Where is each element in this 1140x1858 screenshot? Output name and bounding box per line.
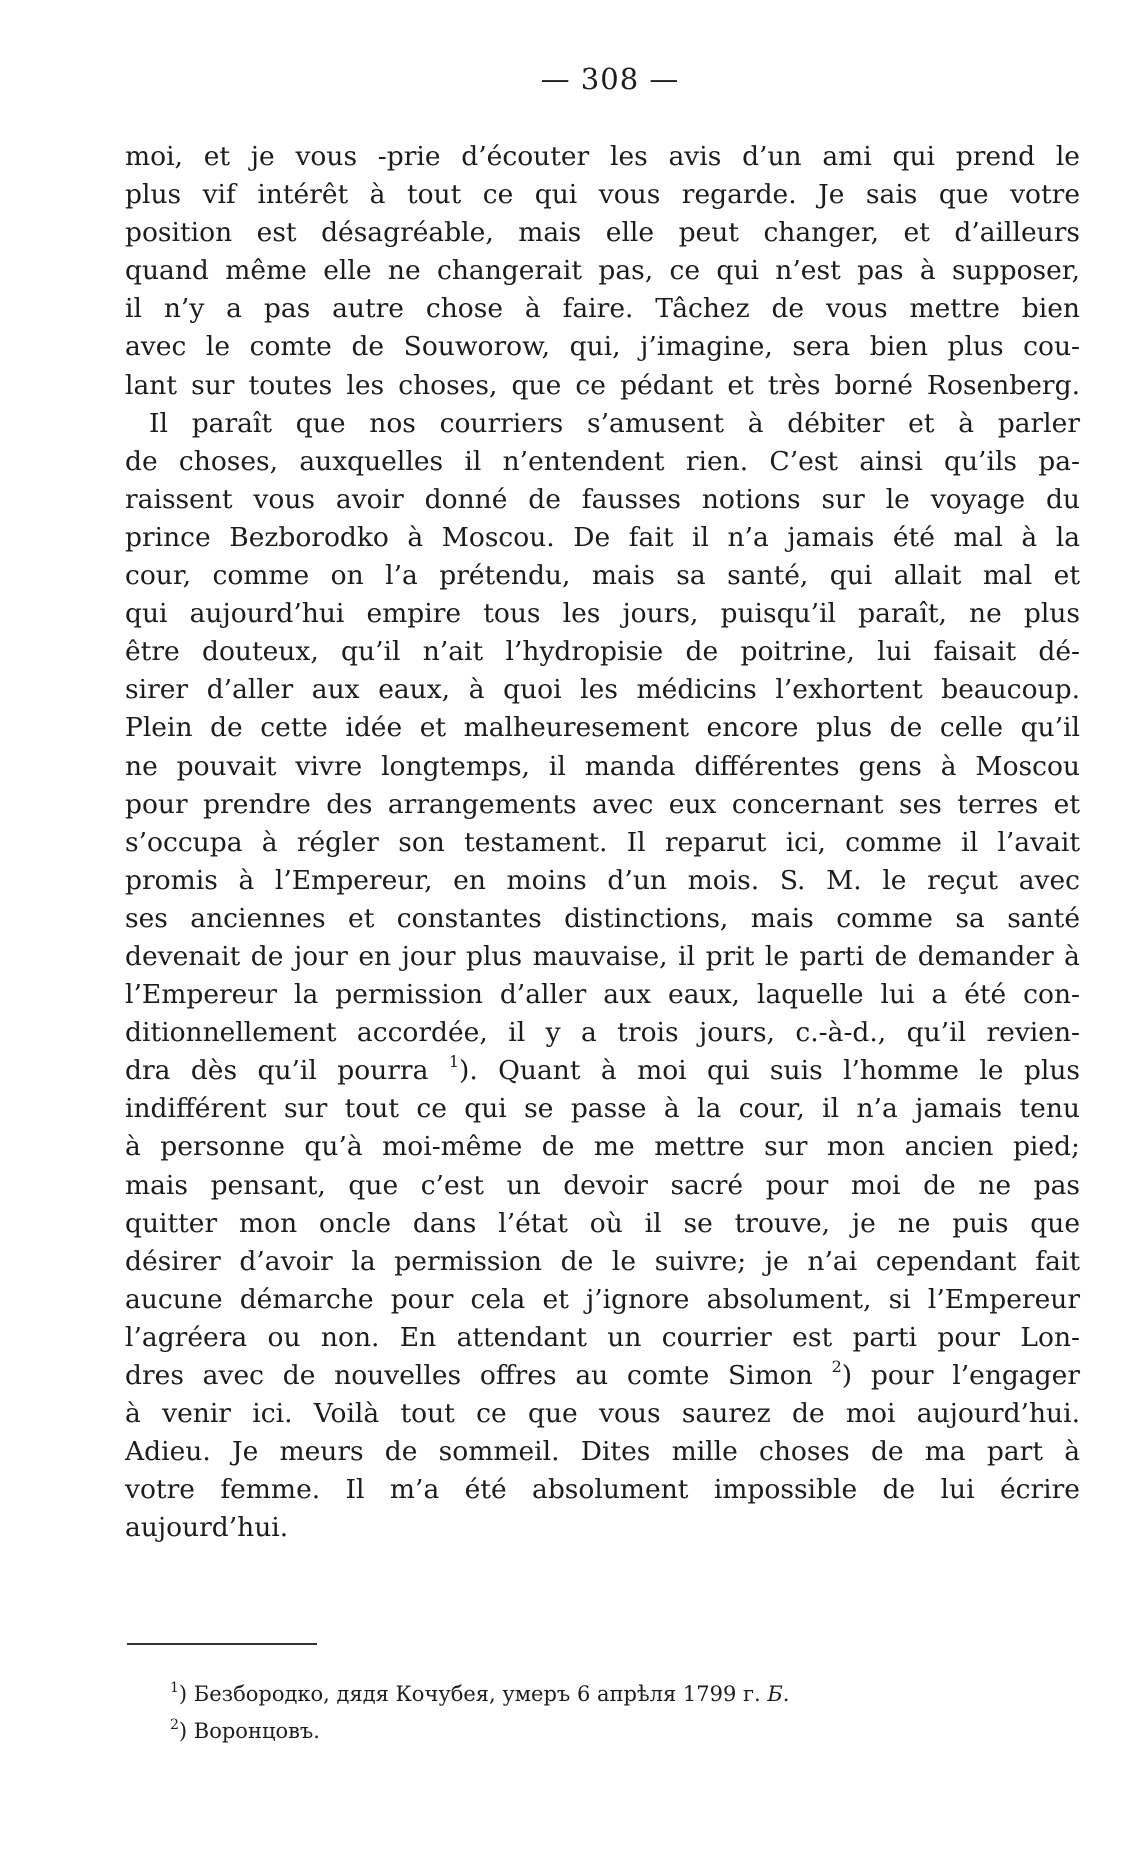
- footnote-reference: 2: [831, 1357, 842, 1376]
- text-line: de choses, auxquelles il n’entendent rien. C’est ainsi qu’ils pa-: [125, 445, 1080, 477]
- text-line: votre femme. Il m’a été absolument impossible de lui écrire: [125, 1474, 1080, 1506]
- footnote-reference: 1: [448, 1052, 459, 1072]
- text-line: désirer d’avoir la permission de le suivre; je n’ai cependant fait: [125, 1245, 1080, 1277]
- text-line: avec le comte de Souworow, qui, j’imagine, sera bien plus cou-: [125, 331, 1080, 363]
- text-line: pour prendre des arrangements avec eux concernant ses terres et: [125, 788, 1080, 820]
- text-line: [125, 1357, 1080, 1395]
- text-line: il n’y a pas autre chose à faire. Tâchez de vous mettre bien: [125, 293, 1080, 325]
- text-line: à personne qu’à moi-même de me mettre sur mon ancien pied;: [125, 1131, 1080, 1163]
- text-line: l’Empereur la permission d’aller aux eaux, laquelle lui a été con-: [125, 979, 1080, 1011]
- text-line: [125, 1052, 1080, 1090]
- footnotes: [170, 1676, 789, 1750]
- text-line: raissent vous avoir donné de fausses notions sur le voyage du: [125, 483, 1080, 515]
- body-text: [125, 138, 1080, 1547]
- text-line: lant sur toutes les choses, que ce pédant et très borné Rosenberg.: [125, 369, 1080, 401]
- text-line: cour, comme on l’a prétendu, mais sa santé, qui allait mal et: [125, 560, 1080, 592]
- text-line: l’agréera ou non. En attendant un courrier est parti pour Lon-: [125, 1321, 1080, 1353]
- footnote-text: ) Воронцовъ.: [178, 1719, 320, 1743]
- text-segment: dra dès qu’il pourra: [125, 1055, 449, 1087]
- page-number: — 308 —: [540, 62, 680, 96]
- text-line: à venir ici. Voilà tout ce que vous saurez de moi aujourd’hui.: [125, 1398, 1080, 1430]
- footnote-marker: 1: [170, 1680, 179, 1696]
- text-line: aujourd’hui.: [125, 1512, 289, 1544]
- text-line: position est désagréable, mais elle peut changer, et d’ailleurs: [125, 217, 1080, 249]
- footnote: [170, 1713, 789, 1750]
- footnote-text: ) Безбородко, дядя Кочубея, умеръ 6 апрѣля 1799 г.: [178, 1682, 768, 1706]
- text-line: ditionnellement accordée, il y a trois jours, c.-à-d., qu’il revien-: [125, 1017, 1080, 1049]
- text-line: Plein de cette idée et malheuresement encore plus de celle qu’il: [125, 712, 1080, 744]
- text-line: être douteux, qu’il n’ait l’hydropisie de poitrine, lui faisait dé-: [125, 636, 1080, 668]
- text-line: s’occupa à régler son testament. Il reparut ici, comme il l’avait: [125, 826, 1080, 858]
- text-line: Adieu. Je meurs de sommeil. Dites mille choses de ma part à: [125, 1436, 1080, 1468]
- footnote-rule: [127, 1643, 317, 1645]
- text-line: mais pensant, que c’est un devoir sacré pour moi de ne pas: [125, 1169, 1080, 1201]
- text-line: indifférent sur tout ce qui se passe à la cour, il n’a jamais tenu: [125, 1093, 1080, 1125]
- text-segment: ) pour l’engager: [841, 1360, 1080, 1391]
- footnote: [170, 1676, 789, 1713]
- text-line: prince Bezborodko à Moscou. De fait il n’a jamais été mal à la: [125, 521, 1080, 553]
- text-line: devenait de jour en jour plus mauvaise, il prit le parti de demander à: [125, 940, 1080, 972]
- text-line: quand même elle ne changerait pas, ce qui n’est pas à supposer,: [125, 255, 1080, 287]
- text-line: quitter mon oncle dans l’état où il se trouve, je ne puis que: [125, 1207, 1080, 1239]
- text-line: moi, et je vous -prie d’écouter les avis d’un ami qui prend le: [125, 141, 1080, 172]
- text-segment: dres avec de nouvelles offres au comte Simon: [125, 1360, 832, 1391]
- text-line: aucune démarche pour cela et j’ignore absolument, si l’Empereur: [125, 1283, 1080, 1315]
- text-line: qui aujourd’hui empire tous les jours, puisqu’il paraît, ne plus: [125, 598, 1080, 630]
- text-line: ses anciennes et constantes distinctions, mais comme sa santé: [125, 902, 1080, 934]
- text-line: promis à l’Empereur, en moins d’un mois. S. M. le reçut avec: [125, 864, 1080, 896]
- text-segment: ). Quant à moi qui suis l’homme le plus: [459, 1055, 1080, 1087]
- text-line: plus vif intérêt à tout ce qui vous regarde. Je sais que votre: [125, 179, 1080, 211]
- text-line: ne pouvait vivre longtemps, il manda différentes gens à Moscou: [125, 750, 1080, 782]
- footnote-signature: Б.: [767, 1682, 790, 1706]
- text-line: sirer d’aller aux eaux, à quoi les médicins l’exhortent beaucoup.: [125, 674, 1080, 706]
- footnote-marker: 2: [170, 1717, 179, 1733]
- text-line: Il paraît que nos courriers s’amusent à débiter et à parler: [149, 407, 1080, 439]
